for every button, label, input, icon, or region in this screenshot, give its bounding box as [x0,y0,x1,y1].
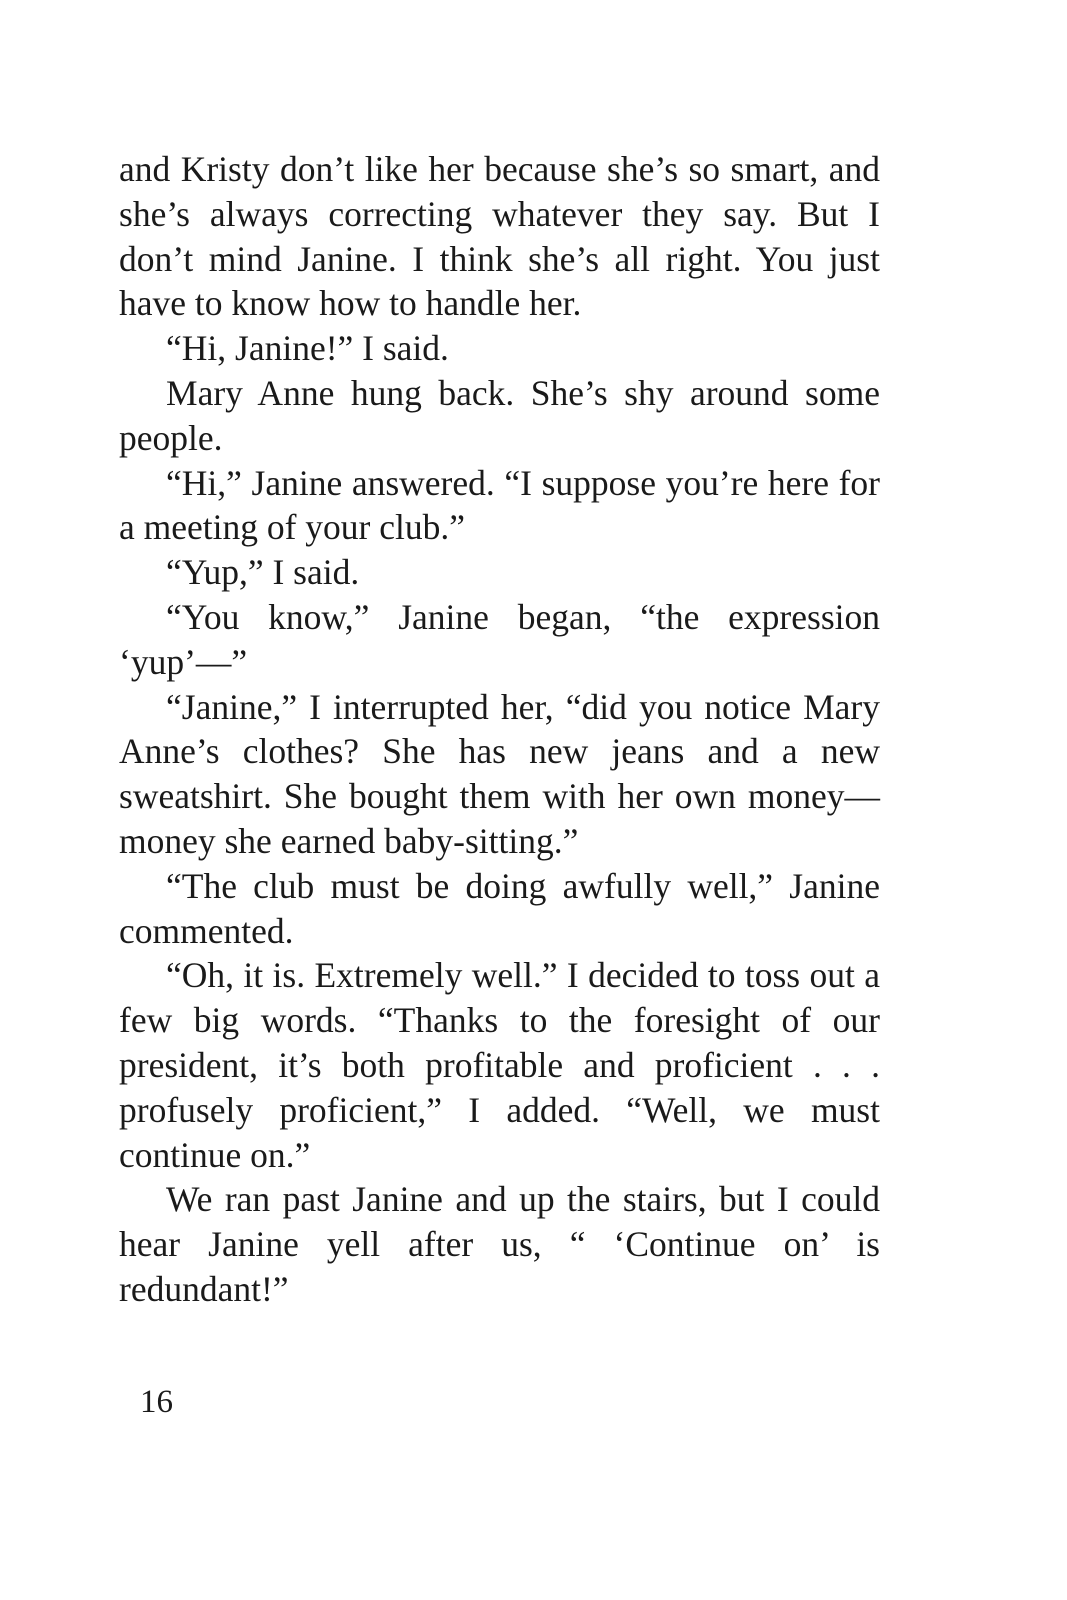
paragraph-6: “You know,” Janine began, “the expression ‘yup’—” [119,596,880,682]
paragraph-5: “Yup,” I said. [166,552,360,593]
body-text [119,147,880,1312]
paragraph-2: “Hi, Janine!” I said. [166,328,449,369]
paragraph-8: “The club must be doing awfully well,” Janine commented. [119,865,880,951]
paragraph-9: “Oh, it is. Extremely well.” I decided to toss out a few big words. “Thanks to the foresight of our president, it’s both profitable and proficient . . . profusely proficient,” I added. “Well, we must continue on.” [119,955,880,1175]
paragraph-3: Mary Anne hung back. She’s shy around some people. [119,372,880,458]
paragraph-10: We ran past Janine and up the stairs, but I could hear Janine yell after us, “ ‘Continue on’ is redundant!” [119,1179,880,1309]
paragraph-4: “Hi,” Janine answered. “I suppose you’re here for a meeting of your club.” [119,462,880,548]
paragraph-7: “Janine,” I interrupted her, “did you notice Mary Anne’s clothes? She has new jeans and a new sweatshirt. She bought them with her own money—money she earned baby-sitting.” [119,686,880,861]
paragraph-1: and Kristy don’t like her because she’s so smart, and she’s always correcting whatever they say. But I don’t mind Janine. I think she’s all right. You just have to know how to handle her. [119,149,880,324]
page-number: 16 [140,1384,173,1420]
